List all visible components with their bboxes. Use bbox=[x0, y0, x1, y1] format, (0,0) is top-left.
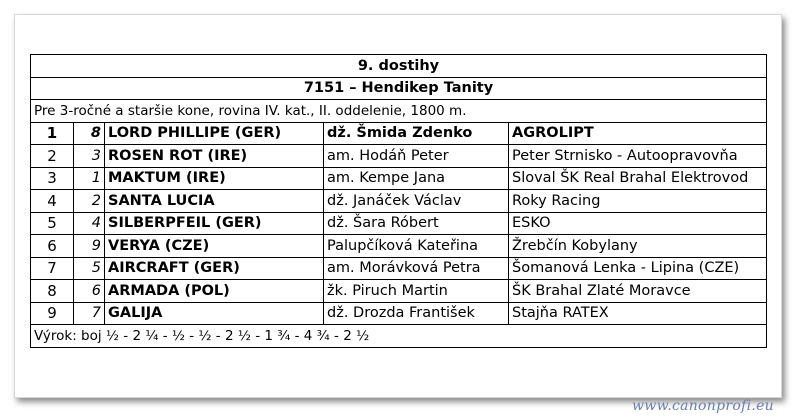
table-row bbox=[31, 145, 767, 168]
finish-position: 9 bbox=[31, 302, 74, 325]
horse-name: ROSEN ROT (IRE) bbox=[105, 145, 324, 168]
table-row bbox=[31, 280, 767, 303]
jockey-name: am. Morávková Petra bbox=[324, 257, 509, 280]
race-verdict: Výrok: boj ½ - 2 ¼ - ½ - ½ - 2 ½ - 1 ¾ - 4 ¾ - 2 ½ bbox=[31, 325, 767, 348]
finish-position: 1 bbox=[31, 122, 74, 145]
start-number: 3 bbox=[74, 145, 105, 168]
race-title: 9. dostihy bbox=[31, 55, 767, 78]
watermark: www.canonprofi.eu bbox=[632, 398, 774, 414]
finish-position: 7 bbox=[31, 257, 74, 280]
jockey-name: dž. Šara Róbert bbox=[324, 212, 509, 235]
start-number: 8 bbox=[74, 122, 105, 145]
owner-name: Stajňa RATEX bbox=[509, 302, 767, 325]
finish-position: 8 bbox=[31, 280, 74, 303]
verdict-row bbox=[31, 325, 767, 348]
horse-name: SANTA LUCIA bbox=[105, 190, 324, 213]
race-results-table bbox=[30, 54, 767, 348]
horse-name: VERYA (CZE) bbox=[105, 235, 324, 258]
jockey-name: dž. Drozda František bbox=[324, 302, 509, 325]
horse-name: ARMADA (POL) bbox=[105, 280, 324, 303]
subtitle-row bbox=[31, 77, 767, 100]
finish-position: 6 bbox=[31, 235, 74, 258]
horse-name: LORD PHILLIPE (GER) bbox=[105, 122, 324, 145]
table-row bbox=[31, 302, 767, 325]
table-row bbox=[31, 257, 767, 280]
finish-position: 3 bbox=[31, 167, 74, 190]
finish-position: 2 bbox=[31, 145, 74, 168]
race-subtitle: 7151 – Hendikep Tanity bbox=[31, 77, 767, 100]
jockey-name: dž. Šmida Zdenko bbox=[324, 122, 509, 145]
jockey-name: am. Hodáň Peter bbox=[324, 145, 509, 168]
table-row bbox=[31, 167, 767, 190]
horse-name: GALIJA bbox=[105, 302, 324, 325]
table-row bbox=[31, 122, 767, 145]
start-number: 6 bbox=[74, 280, 105, 303]
conditions-row bbox=[31, 100, 767, 123]
title-row bbox=[31, 55, 767, 78]
finish-position: 4 bbox=[31, 190, 74, 213]
jockey-name: žk. Piruch Martin bbox=[324, 280, 509, 303]
start-number: 4 bbox=[74, 212, 105, 235]
table-row bbox=[31, 212, 767, 235]
owner-name: Sloval ŠK Real Brahal Elektrovod bbox=[509, 167, 767, 190]
start-number: 5 bbox=[74, 257, 105, 280]
owner-name: Žrebčín Kobylany bbox=[509, 235, 767, 258]
horse-name: SILBERPFEIL (GER) bbox=[105, 212, 324, 235]
start-number: 2 bbox=[74, 190, 105, 213]
start-number: 9 bbox=[74, 235, 105, 258]
horse-name: AIRCRAFT (GER) bbox=[105, 257, 324, 280]
horse-name: MAKTUM (IRE) bbox=[105, 167, 324, 190]
jockey-name: am. Kempe Jana bbox=[324, 167, 509, 190]
owner-name: Roky Racing bbox=[509, 190, 767, 213]
finish-position: 5 bbox=[31, 212, 74, 235]
start-number: 1 bbox=[74, 167, 105, 190]
table-row bbox=[31, 235, 767, 258]
jockey-name: dž. Janáček Václav bbox=[324, 190, 509, 213]
jockey-name: Palupčíková Kateřina bbox=[324, 235, 509, 258]
owner-name: ESKO bbox=[509, 212, 767, 235]
start-number: 7 bbox=[74, 302, 105, 325]
owner-name: Peter Strnisko - Autoopravovňa bbox=[509, 145, 767, 168]
owner-name: ŠK Brahal Zlaté Moravce bbox=[509, 280, 767, 303]
race-conditions: Pre 3-ročné a staršie kone, rovina IV. kat., II. oddelenie, 1800 m. bbox=[31, 100, 767, 123]
owner-name: AGROLIPT bbox=[509, 122, 767, 145]
owner-name: Šomanová Lenka - Lipina (CZE) bbox=[509, 257, 767, 280]
table-row bbox=[31, 190, 767, 213]
